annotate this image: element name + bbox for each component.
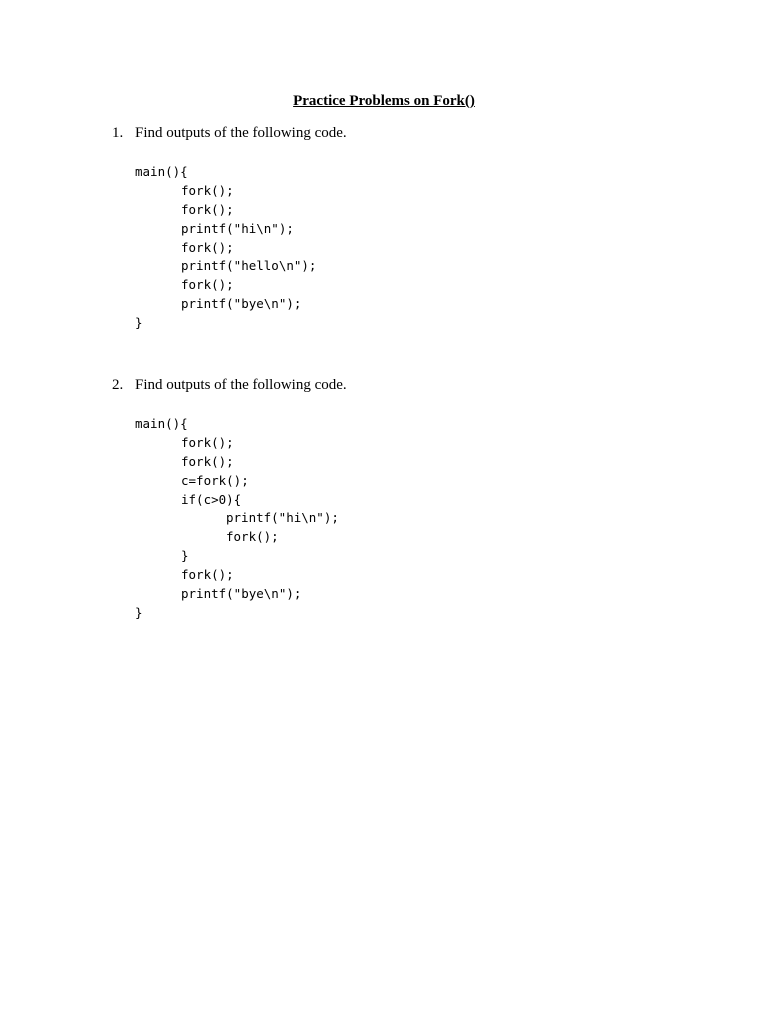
code-line: printf("hello\n"); — [181, 258, 317, 274]
code-line: printf("hi\n"); — [226, 510, 339, 526]
code-block — [135, 163, 347, 333]
problem-heading — [112, 123, 347, 143]
code-line: fork(); — [181, 239, 234, 255]
problem-prompt: Find outputs of the following code. — [135, 377, 347, 393]
code-line: fork(); — [181, 453, 234, 469]
code-line: c=fork(); — [181, 472, 249, 488]
code-line: fork(); — [181, 201, 234, 217]
page-title: Practice Problems on Fork() — [293, 93, 475, 109]
code-line: main(){ — [135, 416, 188, 431]
problem-number: 1. — [112, 125, 124, 141]
code-line: if(c>0){ — [181, 491, 242, 507]
code-line: printf("bye\n"); — [181, 296, 302, 312]
code-line: } — [181, 548, 189, 564]
code-line: } — [135, 315, 143, 331]
problem-prompt: Find outputs of the following code. — [135, 125, 347, 141]
problem-2 — [112, 375, 347, 623]
code-line: fork(); — [181, 434, 234, 450]
code-line: fork(); — [181, 182, 234, 198]
code-line: fork(); — [181, 567, 234, 583]
problem-1 — [112, 123, 347, 333]
code-line: printf("hi\n"); — [181, 220, 294, 236]
code-block — [135, 415, 347, 623]
code-line: fork(); — [226, 529, 279, 545]
problem-heading — [112, 375, 347, 395]
code-line: printf("bye\n"); — [181, 586, 302, 602]
problem-number: 2. — [112, 377, 124, 393]
code-line: fork(); — [181, 277, 234, 293]
code-line: } — [135, 604, 143, 620]
code-line: main(){ — [135, 164, 188, 179]
